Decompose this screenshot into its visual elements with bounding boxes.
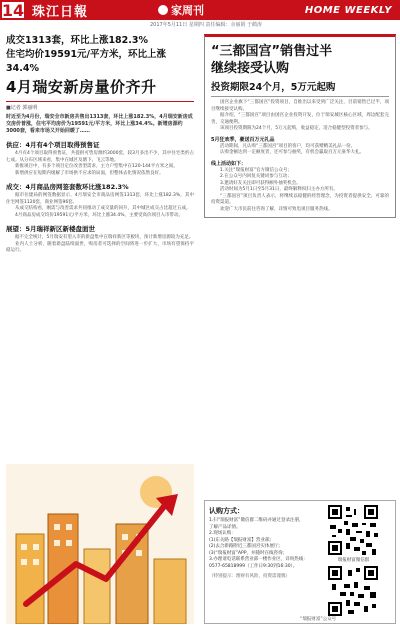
paragraph: 业内人士分析，随着新盘陆续面世，购房者可选择的空间将进一步扩大，市场有望保持平稳运行。 — [6, 241, 194, 253]
main-article — [6, 34, 194, 255]
house-icon — [158, 5, 168, 15]
headline-sub-1: 成交1313套，环比上涨182.3% — [6, 35, 149, 46]
lead-paragraph: 时近至为4月份，瑞安全市新房共售出1313套，环比上涨182.3%，4月瑞安新房成交房价普涨，住宅平均房价为19591元/平方米，环比上涨34.4%。新增房源约3000套，看来市场又开始回暖了…… — [6, 114, 193, 134]
paragraph: 欢迎广大市民前往咨询了解，详情可致电项目服务热线。 — [220, 206, 333, 212]
subscription-text — [205, 501, 312, 623]
headline-sub-2: 住宅均价19591元/平方米，环比上涨34.4% — [6, 49, 167, 74]
paragraph: 据市住建局的网签数据显示，4月瑞安全市商品房网签1313套，环比上涨182.3%，其中住宅网签1120套，商业网签96套。 — [6, 193, 194, 205]
list-item: 2.在公众号内回复关键词参与互动； — [220, 174, 292, 179]
byline: ■记者 郭丽明 — [6, 105, 38, 111]
paper-name: 珠江日報 — [32, 4, 89, 20]
subscription-title: 认购方式： — [209, 507, 244, 515]
building-icon — [154, 559, 186, 624]
side-title-line-2: 继续接受认购 — [211, 61, 290, 76]
side-title-line-1: “三都国宫”销售过半 — [211, 44, 333, 59]
side-subtitle: 投资期限24个月，5万元起购 — [211, 82, 336, 93]
subscription-box — [204, 500, 396, 624]
paragraph: 活动期间，凡认购“三都国宫”项目的客户，均可获赠精美礼品一份。 — [220, 143, 356, 149]
building-icon — [84, 549, 110, 624]
section-tag — [158, 2, 204, 18]
paragraph: 新增供应在短期内缓解了市场供不应求的局面，但整体去化情况依然良好。 — [15, 170, 164, 176]
join-heading: 线上活动如下： — [211, 160, 247, 167]
risk-note: （特别提示：理财有风险，投资需谨慎） — [209, 574, 290, 579]
weekly-en-label: HOME WEEKLY — [304, 4, 392, 16]
paragraph: “三都国宫”项目负责人表示，将继续以稳健的经营理念，为投资者提供安全、可靠的投资渠道。 — [211, 193, 389, 205]
paragraph: 国宫企业旗下“三都国宫”投资项目，自推出以来受到广泛关注，目前销售已过半，项目继续接受认购。 — [211, 100, 389, 112]
paragraph: 认购金额达到一定额度者，还可参与抽奖，有机会赢取百万元豪华大礼。 — [220, 150, 364, 155]
section-heading-sales: 成交：4月商品房网签套数环比涨182.3% — [6, 183, 129, 191]
paragraph: 从成交结构看，刚需与改善需求共同推动了成交量的回升，其中城区成交占比超过五成。 — [15, 206, 191, 211]
dateline: 2017年5月11日 星期四 责任编辑：余丽娟 于鹤涛 — [150, 22, 263, 28]
side-article-box — [204, 34, 396, 218]
list-item: 3.邀请好友关注即可获得额外抽奖机会。 — [220, 180, 301, 186]
page-number: 14 — [1, 0, 25, 20]
qr-code-icon[interactable] — [328, 505, 378, 555]
paragraph: 据介绍，“三都国宫”项目由国宫企业投资开发，位于瑞安城区核心区域，周边配套完善，交通便利。 — [211, 113, 389, 125]
headline-rule — [6, 101, 194, 102]
section-name: 家周刊 — [171, 4, 205, 17]
paragraph: 新推项目中，有多个项目定位改善型需求，主力户型集中在120-144平方米之间。 — [15, 164, 178, 169]
section-heading-supply: 供应：4月有4个项目取得预售证 — [6, 141, 100, 149]
qr-column — [312, 501, 395, 623]
list-item: 1.关注“瑞报财富”官方微信公众号； — [220, 167, 292, 173]
qr-label: 瑞报财富微信群 — [337, 558, 370, 563]
paragraph: 据不完全统计，5月瑞安有望入市的新盘集中在瑞祥新区等板块，预计新增房源较为充足。 — [15, 235, 194, 240]
subscription-line: (2)去合新路附近三都国宫实体展厅; — [209, 544, 280, 549]
paragraph: 该项目投资期限为24个月，5万元起购，收益稳定，适合稳健型投资者参与。 — [220, 126, 373, 131]
subscription-line: 2.现场认购： — [209, 531, 236, 536]
subscription-line: (1)东关路【瑞报财富】营业部; — [209, 537, 271, 543]
official-account-label: “瑞报财富”公众号 — [300, 617, 337, 622]
masthead — [0, 0, 400, 20]
side-rule — [211, 96, 389, 97]
headline-main: 4月瑞安新房量价齐升 — [6, 78, 157, 96]
paragraph: 4月商品房成交均价19591元/平方米，环比上涨34.4%，主要受高价项目入市带动。 — [15, 212, 183, 218]
side-article — [204, 34, 396, 218]
subscription-line: 1.扫“瑞报财富”微信群二维码并通过登录注册，了解产品详情。 — [209, 518, 304, 530]
side-section-heading: 5月狂欢季，豪送百万元礼品 — [211, 136, 275, 143]
subscription-line: 3.办理请电话联系营业部一楼作业区，详询热线：0577-65818999（工作日9:30到16:30）。 — [209, 557, 308, 569]
building-icon — [16, 534, 44, 624]
housing-price-illustration — [6, 464, 194, 624]
building-icon — [116, 524, 148, 624]
subscription-line: (3)“瑞报财富”APP，并随时在线咨询； — [209, 550, 288, 556]
qr-code-icon[interactable] — [328, 566, 378, 616]
section-heading-outlook: 展望：5月瑞祥新区新楼盘面世 — [6, 225, 96, 233]
paragraph: 4月有4个项目取得预售证，共提供可售房源约3000套，较3月多出不少，其中住宅类约占七成。从分布区域来看，集中在城区及塘下、飞云等地。 — [6, 151, 194, 163]
paragraph: 活动时间为5月1日至5月31日，最终解释权归主办方所有。 — [220, 187, 338, 192]
